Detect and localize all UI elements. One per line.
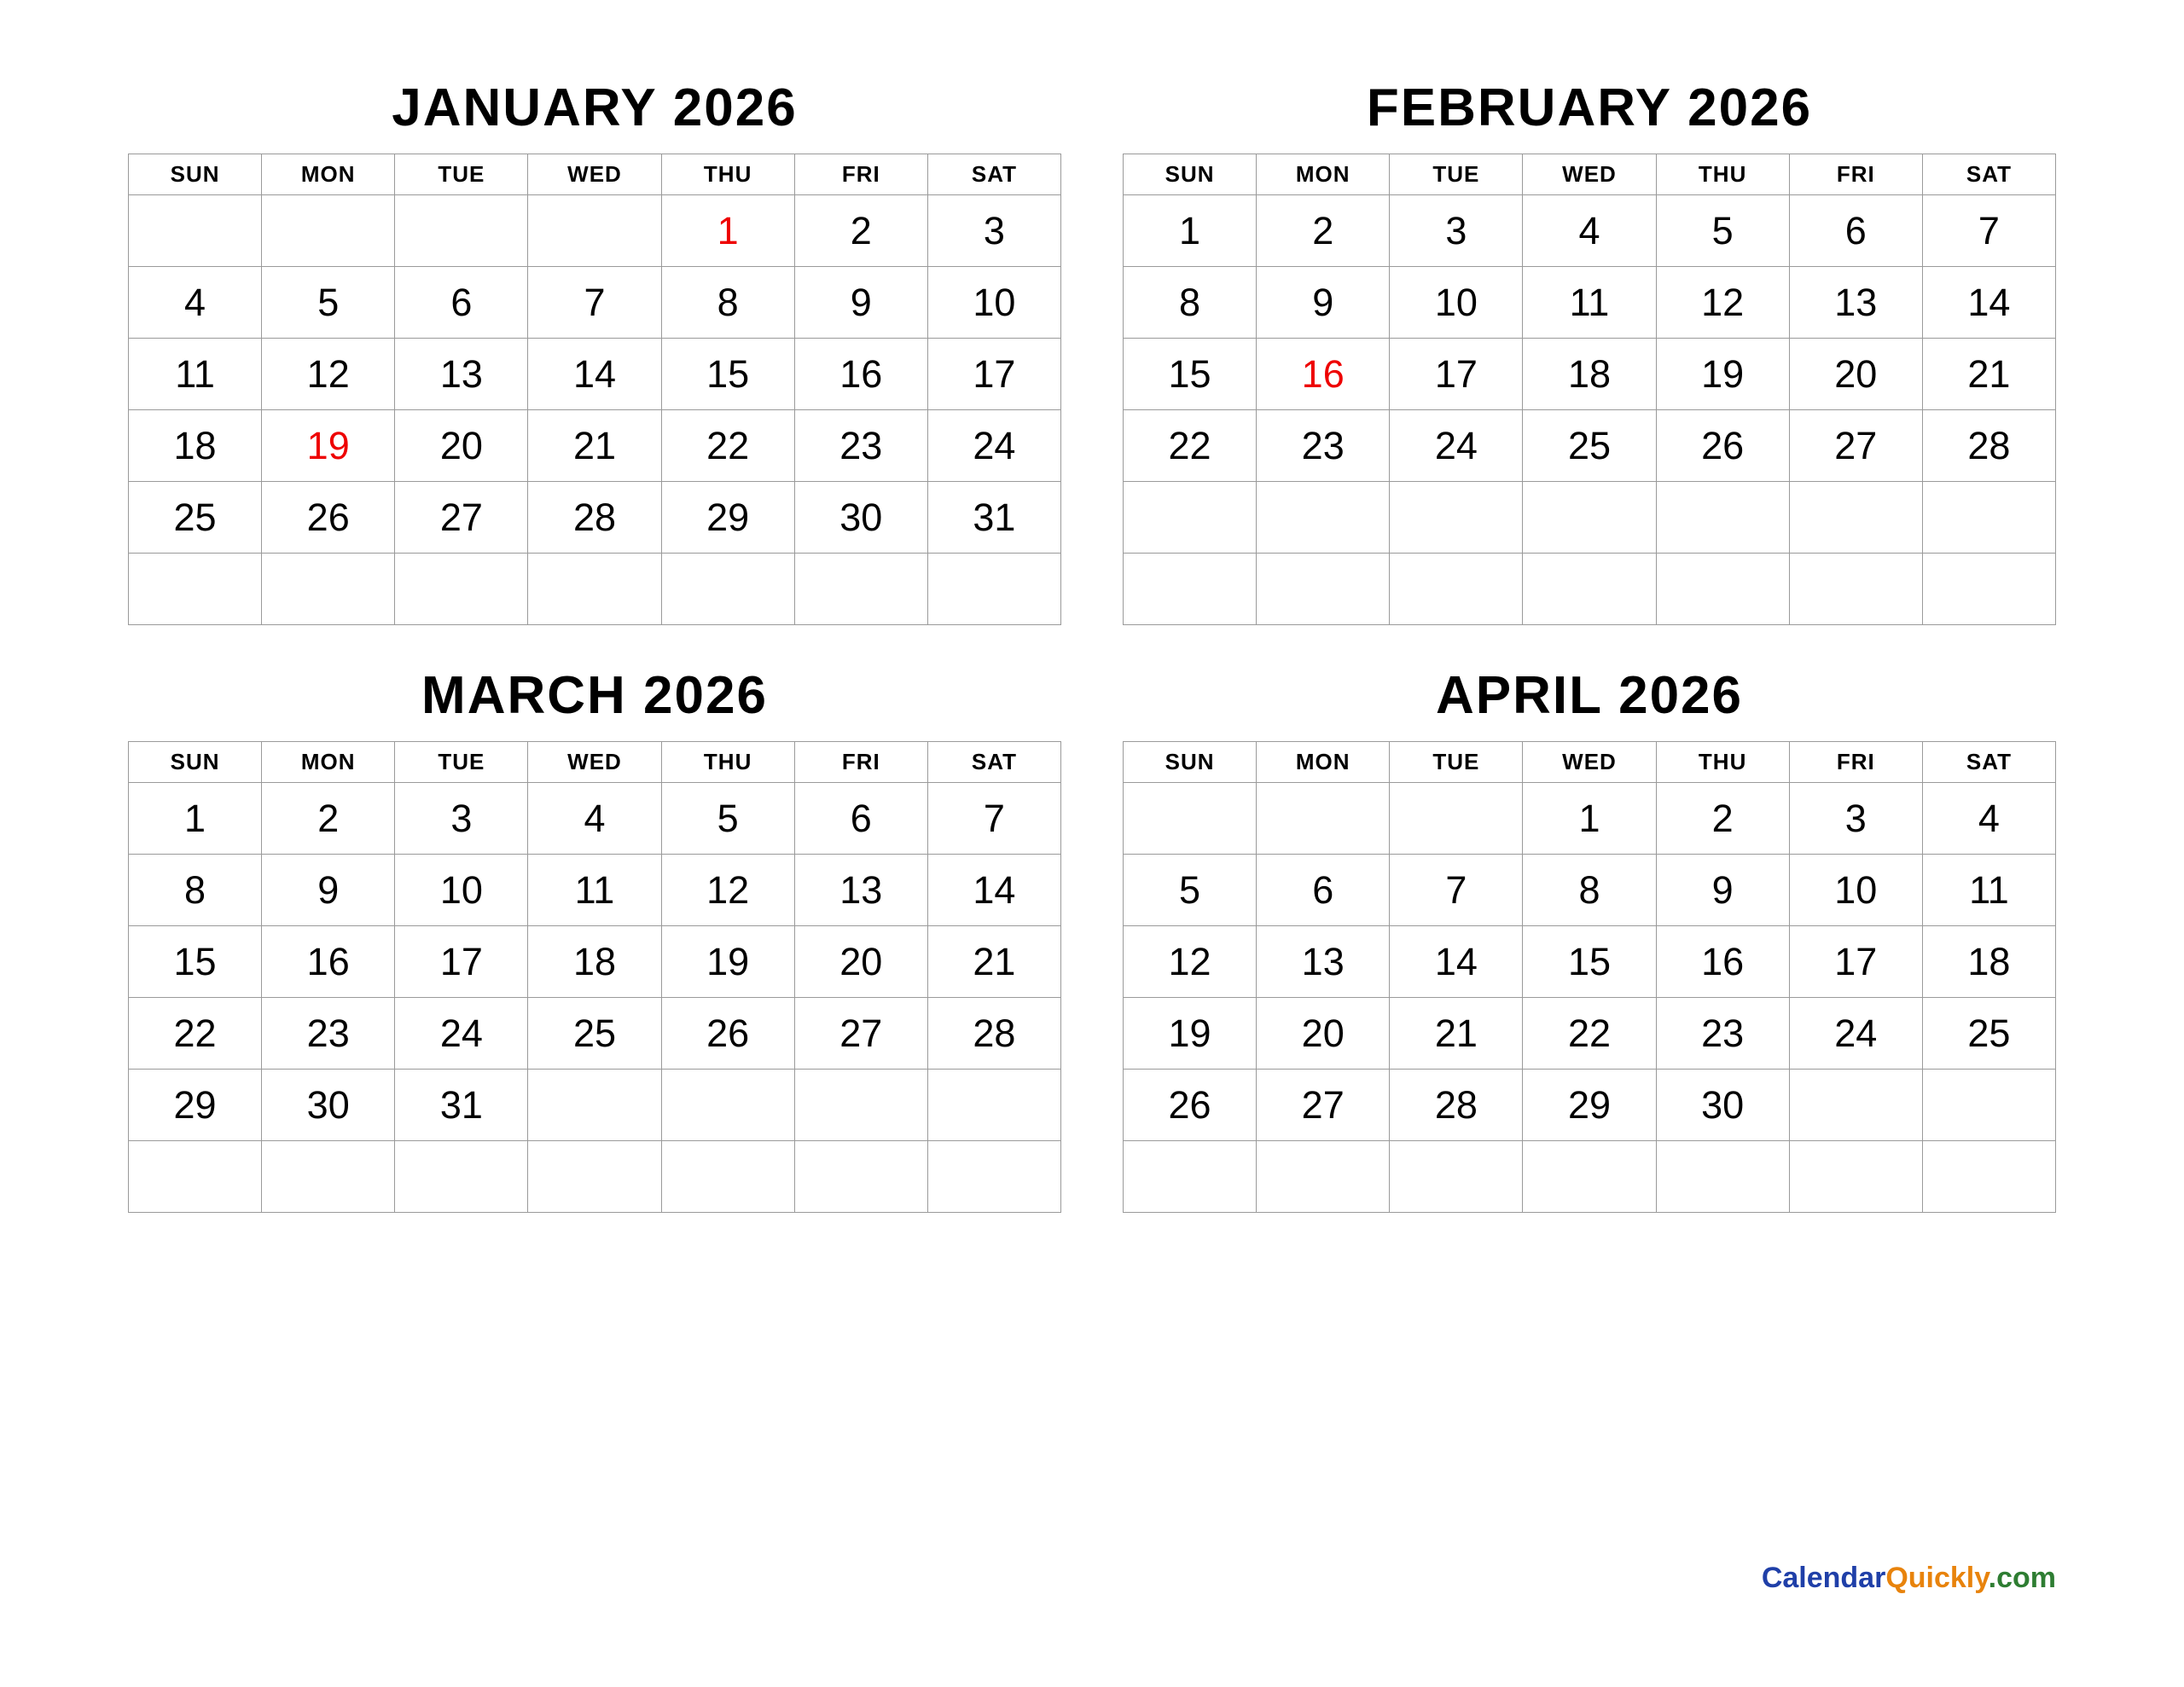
month-table — [128, 154, 1061, 625]
day-cell[interactable]: 26 — [1656, 410, 1789, 482]
month-block-april — [1123, 666, 2056, 1213]
day-cell[interactable]: 19 — [1124, 998, 1257, 1070]
day-cell[interactable]: 15 — [1523, 926, 1656, 998]
weekday-wed: WED — [1523, 742, 1656, 783]
day-cell[interactable]: 18 — [1922, 926, 2055, 998]
day-cell[interactable]: 13 — [794, 855, 927, 926]
site-branding[interactable] — [1762, 1562, 2056, 1595]
weekday-tue: TUE — [395, 154, 528, 195]
weekday-wed: WED — [1523, 154, 1656, 195]
weekday-sun: SUN — [129, 154, 262, 195]
day-cell[interactable]: 21 — [528, 410, 661, 482]
day-cell-empty — [528, 1141, 661, 1213]
month-body — [129, 783, 1061, 1213]
week-row — [1124, 267, 2056, 339]
week-row — [129, 1141, 1061, 1213]
day-cell-empty — [1124, 482, 1257, 554]
day-cell[interactable]: 9 — [262, 855, 395, 926]
day-cell[interactable]: 6 — [1789, 195, 1922, 267]
day-cell[interactable]: 31 — [395, 1070, 528, 1141]
day-cell-empty — [528, 554, 661, 625]
day-cell[interactable]: 8 — [1124, 267, 1257, 339]
day-cell-empty — [1523, 554, 1656, 625]
day-cell-empty — [1656, 1141, 1789, 1213]
day-cell[interactable]: 27 — [395, 482, 528, 554]
day-cell[interactable]: 6 — [395, 267, 528, 339]
month-table — [1123, 741, 2056, 1213]
day-cell-empty — [1257, 1141, 1390, 1213]
day-cell-empty — [262, 1141, 395, 1213]
week-row — [1124, 855, 2056, 926]
day-cell[interactable]: 28 — [927, 998, 1060, 1070]
day-cell[interactable]: 30 — [794, 482, 927, 554]
day-cell[interactable]: 10 — [927, 267, 1060, 339]
day-cell[interactable]: 2 — [262, 783, 395, 855]
day-cell-empty — [1523, 482, 1656, 554]
day-cell[interactable]: 26 — [262, 482, 395, 554]
day-cell[interactable]: 19 — [262, 410, 395, 482]
day-cell[interactable]: 15 — [129, 926, 262, 998]
weekday-sat: SAT — [927, 154, 1060, 195]
day-cell[interactable]: 15 — [1124, 339, 1257, 410]
day-cell[interactable]: 31 — [927, 482, 1060, 554]
day-cell[interactable]: 19 — [661, 926, 794, 998]
day-cell[interactable]: 4 — [1523, 195, 1656, 267]
day-cell-empty — [129, 554, 262, 625]
week-row — [129, 482, 1061, 554]
day-cell-empty — [661, 1070, 794, 1141]
week-row — [1124, 410, 2056, 482]
week-row — [129, 783, 1061, 855]
day-cell[interactable]: 25 — [129, 482, 262, 554]
day-cell[interactable]: 26 — [661, 998, 794, 1070]
week-row — [129, 554, 1061, 625]
day-cell[interactable]: 5 — [1124, 855, 1257, 926]
weekday-sat: SAT — [927, 742, 1060, 783]
day-cell-empty — [129, 195, 262, 267]
day-cell[interactable]: 4 — [129, 267, 262, 339]
month-title: APRIL 2026 — [1435, 666, 1744, 725]
day-cell-empty — [1789, 1141, 1922, 1213]
weekday-header-row — [1124, 154, 2056, 195]
day-cell-empty — [1257, 783, 1390, 855]
day-cell[interactable]: 2 — [794, 195, 927, 267]
day-cell[interactable]: 4 — [528, 783, 661, 855]
month-title: JANUARY 2026 — [392, 78, 798, 137]
day-cell[interactable]: 30 — [262, 1070, 395, 1141]
day-cell[interactable]: 16 — [262, 926, 395, 998]
day-cell[interactable]: 2 — [1656, 783, 1789, 855]
day-cell[interactable]: 18 — [528, 926, 661, 998]
day-cell-empty — [927, 1141, 1060, 1213]
day-cell[interactable]: 24 — [395, 998, 528, 1070]
day-cell[interactable]: 24 — [1789, 998, 1922, 1070]
day-cell[interactable]: 11 — [528, 855, 661, 926]
day-cell[interactable]: 20 — [794, 926, 927, 998]
day-cell-empty — [1789, 554, 1922, 625]
day-cell[interactable]: 11 — [129, 339, 262, 410]
day-cell[interactable]: 18 — [129, 410, 262, 482]
day-cell[interactable]: 29 — [1523, 1070, 1656, 1141]
day-cell[interactable]: 21 — [927, 926, 1060, 998]
month-body — [129, 195, 1061, 625]
month-body — [1124, 783, 2056, 1213]
week-row — [129, 855, 1061, 926]
day-cell-empty — [1656, 482, 1789, 554]
day-cell[interactable]: 17 — [1390, 339, 1523, 410]
day-cell[interactable]: 12 — [1124, 926, 1257, 998]
day-cell[interactable]: 28 — [1390, 1070, 1523, 1141]
week-row — [1124, 554, 2056, 625]
day-cell-empty — [262, 554, 395, 625]
day-cell[interactable]: 22 — [129, 998, 262, 1070]
day-cell-empty — [1656, 554, 1789, 625]
day-cell[interactable]: 14 — [528, 339, 661, 410]
day-cell[interactable]: 16 — [1257, 339, 1390, 410]
day-cell-empty — [927, 554, 1060, 625]
day-cell[interactable]: 5 — [262, 267, 395, 339]
week-row — [1124, 783, 2056, 855]
day-cell[interactable]: 11 — [1922, 855, 2055, 926]
day-cell[interactable]: 7 — [1922, 195, 2055, 267]
day-cell-empty — [528, 195, 661, 267]
day-cell[interactable]: 7 — [528, 267, 661, 339]
day-cell-empty — [661, 554, 794, 625]
week-row — [129, 339, 1061, 410]
day-cell[interactable]: 12 — [1656, 267, 1789, 339]
brand-part-calendar: Calendar — [1761, 1562, 1886, 1594]
weekday-header-row — [1124, 742, 2056, 783]
weekday-thu: THU — [1656, 154, 1789, 195]
day-cell[interactable]: 9 — [794, 267, 927, 339]
week-row — [129, 410, 1061, 482]
day-cell[interactable]: 27 — [1789, 410, 1922, 482]
day-cell[interactable]: 24 — [1390, 410, 1523, 482]
weekday-wed: WED — [528, 154, 661, 195]
week-row — [1124, 482, 2056, 554]
weekday-thu: THU — [1656, 742, 1789, 783]
day-cell[interactable]: 5 — [1656, 195, 1789, 267]
week-row — [1124, 998, 2056, 1070]
day-cell-empty — [262, 195, 395, 267]
day-cell[interactable]: 3 — [927, 195, 1060, 267]
day-cell[interactable]: 10 — [395, 855, 528, 926]
weekday-mon: MON — [1257, 154, 1390, 195]
weekday-fri: FRI — [794, 742, 927, 783]
month-body — [1124, 195, 2056, 625]
day-cell[interactable]: 12 — [661, 855, 794, 926]
day-cell[interactable]: 1 — [1523, 783, 1656, 855]
day-cell-empty — [1390, 1141, 1523, 1213]
day-cell[interactable]: 12 — [262, 339, 395, 410]
weekday-fri: FRI — [1789, 742, 1922, 783]
weekday-wed: WED — [528, 742, 661, 783]
day-cell[interactable]: 8 — [1523, 855, 1656, 926]
day-cell[interactable]: 21 — [1390, 998, 1523, 1070]
day-cell-empty — [1257, 482, 1390, 554]
weekday-sun: SUN — [1124, 742, 1257, 783]
week-row — [1124, 1141, 2056, 1213]
weekday-fri: FRI — [1789, 154, 1922, 195]
day-cell[interactable]: 7 — [927, 783, 1060, 855]
month-table — [1123, 154, 2056, 625]
day-cell[interactable]: 13 — [395, 339, 528, 410]
day-cell[interactable]: 25 — [528, 998, 661, 1070]
day-cell[interactable]: 9 — [1257, 267, 1390, 339]
day-cell[interactable]: 5 — [661, 783, 794, 855]
week-row — [129, 926, 1061, 998]
day-cell[interactable]: 29 — [661, 482, 794, 554]
month-block-march — [128, 666, 1061, 1213]
day-cell[interactable]: 24 — [927, 410, 1060, 482]
weekday-mon: MON — [1257, 742, 1390, 783]
day-cell[interactable]: 11 — [1523, 267, 1656, 339]
day-cell-empty — [1124, 783, 1257, 855]
month-block-february — [1123, 78, 2056, 625]
day-cell[interactable]: 1 — [661, 195, 794, 267]
day-cell-empty — [1922, 482, 2055, 554]
week-row — [1124, 339, 2056, 410]
day-cell[interactable]: 4 — [1922, 783, 2055, 855]
day-cell-empty — [1523, 1141, 1656, 1213]
day-cell-empty — [1257, 554, 1390, 625]
day-cell[interactable]: 7 — [1390, 855, 1523, 926]
day-cell[interactable]: 13 — [1257, 926, 1390, 998]
day-cell[interactable]: 16 — [794, 339, 927, 410]
day-cell-empty — [1390, 783, 1523, 855]
day-cell-empty — [1922, 554, 2055, 625]
weekday-sun: SUN — [129, 742, 262, 783]
day-cell-empty — [927, 1070, 1060, 1141]
day-cell[interactable]: 17 — [395, 926, 528, 998]
day-cell[interactable]: 21 — [1922, 339, 2055, 410]
day-cell[interactable]: 2 — [1257, 195, 1390, 267]
day-cell[interactable]: 14 — [1922, 267, 2055, 339]
day-cell[interactable]: 8 — [661, 267, 794, 339]
day-cell-empty — [395, 1141, 528, 1213]
day-cell[interactable]: 29 — [129, 1070, 262, 1141]
weekday-sat: SAT — [1922, 154, 2055, 195]
months-grid — [128, 78, 2056, 1213]
day-cell[interactable]: 22 — [1523, 998, 1656, 1070]
brand-part-quickly: Quickly — [1885, 1562, 1989, 1594]
day-cell[interactable]: 10 — [1789, 855, 1922, 926]
day-cell[interactable]: 14 — [1390, 926, 1523, 998]
week-row — [1124, 926, 2056, 998]
day-cell[interactable]: 3 — [1390, 195, 1523, 267]
brand-part-domain: .com — [1988, 1562, 2056, 1594]
month-title: FEBRUARY 2026 — [1366, 78, 1813, 137]
week-row — [1124, 1070, 2056, 1141]
day-cell[interactable]: 20 — [1789, 339, 1922, 410]
weekday-tue: TUE — [395, 742, 528, 783]
day-cell[interactable]: 17 — [1789, 926, 1922, 998]
day-cell[interactable]: 25 — [1523, 410, 1656, 482]
day-cell[interactable]: 10 — [1390, 267, 1523, 339]
day-cell[interactable]: 20 — [1257, 998, 1390, 1070]
day-cell-empty — [794, 1141, 927, 1213]
day-cell[interactable]: 23 — [1257, 410, 1390, 482]
weekday-header-row — [129, 742, 1061, 783]
day-cell[interactable]: 19 — [1656, 339, 1789, 410]
day-cell[interactable]: 26 — [1124, 1070, 1257, 1141]
weekday-tue: TUE — [1390, 742, 1523, 783]
weekday-thu: THU — [661, 742, 794, 783]
weekday-sun: SUN — [1124, 154, 1257, 195]
day-cell[interactable]: 6 — [1257, 855, 1390, 926]
day-cell[interactable]: 3 — [395, 783, 528, 855]
day-cell-empty — [528, 1070, 661, 1141]
day-cell[interactable]: 13 — [1789, 267, 1922, 339]
day-cell[interactable]: 20 — [395, 410, 528, 482]
day-cell[interactable]: 25 — [1922, 998, 2055, 1070]
day-cell[interactable]: 18 — [1523, 339, 1656, 410]
day-cell[interactable]: 17 — [927, 339, 1060, 410]
day-cell[interactable]: 3 — [1789, 783, 1922, 855]
day-cell[interactable]: 23 — [794, 410, 927, 482]
week-row — [129, 267, 1061, 339]
day-cell[interactable]: 28 — [528, 482, 661, 554]
day-cell[interactable]: 22 — [1124, 410, 1257, 482]
day-cell[interactable]: 28 — [1922, 410, 2055, 482]
weekday-thu: THU — [661, 154, 794, 195]
weekday-tue: TUE — [1390, 154, 1523, 195]
week-row — [129, 195, 1061, 267]
day-cell[interactable]: 9 — [1656, 855, 1789, 926]
weekday-fri: FRI — [794, 154, 927, 195]
month-table — [128, 741, 1061, 1213]
day-cell[interactable]: 6 — [794, 783, 927, 855]
weekday-sat: SAT — [1922, 742, 2055, 783]
month-block-january — [128, 78, 1061, 625]
week-row — [1124, 195, 2056, 267]
day-cell-empty — [1390, 482, 1523, 554]
weekday-mon: MON — [262, 154, 395, 195]
day-cell[interactable]: 30 — [1656, 1070, 1789, 1141]
day-cell-empty — [1922, 1141, 2055, 1213]
weekday-mon: MON — [262, 742, 395, 783]
day-cell[interactable]: 8 — [129, 855, 262, 926]
day-cell-empty — [395, 195, 528, 267]
day-cell[interactable]: 15 — [661, 339, 794, 410]
day-cell-empty — [1789, 482, 1922, 554]
day-cell[interactable]: 1 — [1124, 195, 1257, 267]
day-cell-empty — [661, 1141, 794, 1213]
day-cell[interactable]: 16 — [1656, 926, 1789, 998]
day-cell[interactable]: 23 — [1656, 998, 1789, 1070]
day-cell-empty — [1124, 554, 1257, 625]
month-title: MARCH 2026 — [421, 666, 768, 725]
week-row — [129, 1070, 1061, 1141]
day-cell[interactable]: 1 — [129, 783, 262, 855]
day-cell-empty — [1789, 1070, 1922, 1141]
day-cell-empty — [1390, 554, 1523, 625]
week-row — [129, 998, 1061, 1070]
day-cell[interactable]: 27 — [1257, 1070, 1390, 1141]
day-cell-empty — [1922, 1070, 2055, 1141]
day-cell[interactable]: 22 — [661, 410, 794, 482]
day-cell[interactable]: 23 — [262, 998, 395, 1070]
day-cell[interactable]: 14 — [927, 855, 1060, 926]
day-cell[interactable]: 27 — [794, 998, 927, 1070]
day-cell-empty — [794, 1070, 927, 1141]
day-cell-empty — [395, 554, 528, 625]
day-cell-empty — [1124, 1141, 1257, 1213]
day-cell-empty — [129, 1141, 262, 1213]
weekday-header-row — [129, 154, 1061, 195]
day-cell-empty — [794, 554, 927, 625]
